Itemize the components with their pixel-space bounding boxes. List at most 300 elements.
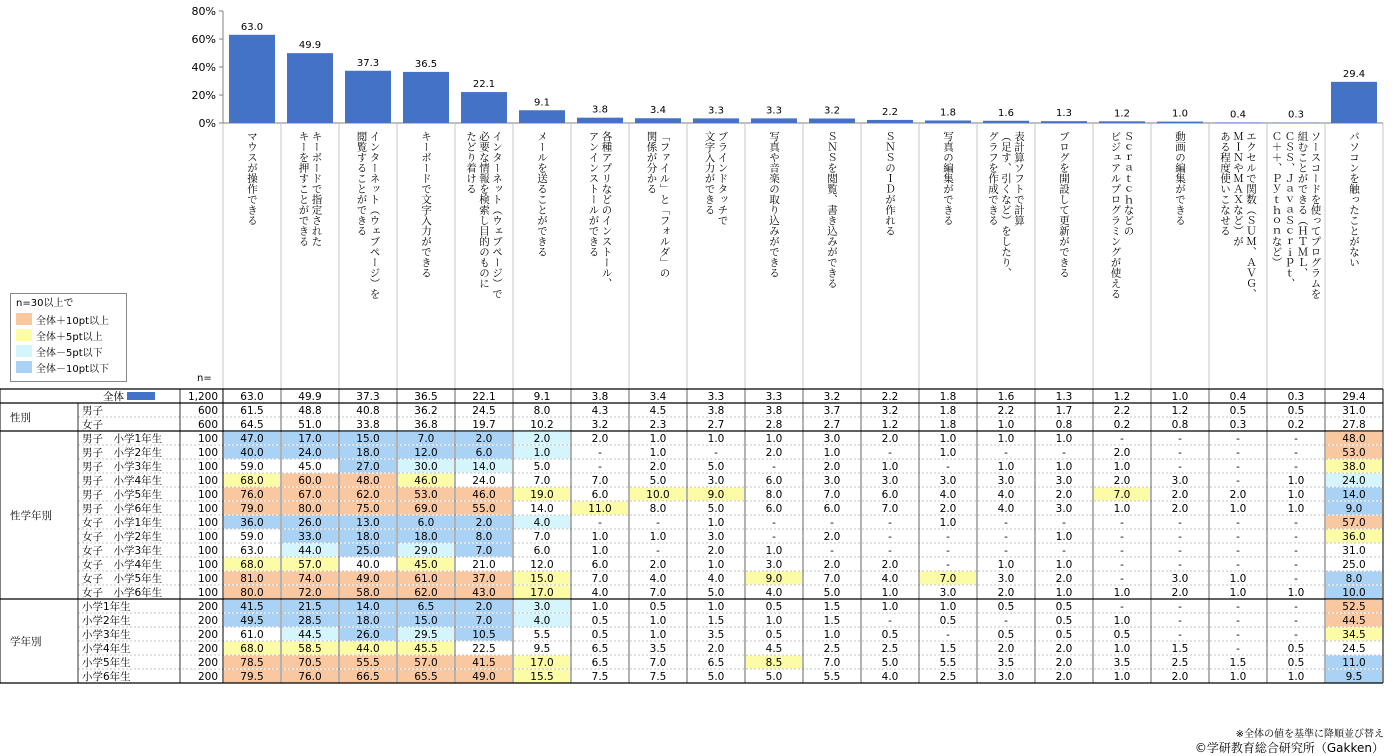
row-cell: 18.0	[356, 531, 380, 543]
row-cell: 2.0	[765, 447, 783, 459]
row-n: 100	[197, 559, 218, 571]
row-cell: -	[1004, 531, 1008, 543]
row-cell: 0.8	[1055, 419, 1073, 431]
row-cell: 2.0	[1171, 587, 1189, 599]
row-cell: 49.0	[472, 671, 496, 683]
category-label	[1348, 131, 1360, 268]
category-label-line: ブラインドタッチで	[716, 131, 729, 226]
row-cell: 14.0	[356, 601, 380, 613]
row-cell: 25.0	[356, 545, 380, 557]
row-cell: 0.5	[1287, 657, 1305, 669]
category-label-line: Ｓｃｒａｔｃｈなどの	[1122, 131, 1135, 236]
row-cell: 3.7	[823, 405, 841, 417]
row-cell: 3.0	[823, 433, 841, 445]
row-cell: 1.0	[765, 545, 783, 557]
row-cell: 1.0	[765, 433, 783, 445]
row-cell: 1.0	[591, 545, 609, 557]
category-label-line: 「ファイル」と「フォルダ」の	[658, 131, 671, 278]
row-cell: 36.0	[240, 517, 264, 529]
row-cell: 62.0	[414, 587, 438, 599]
category-label	[246, 131, 258, 226]
row-cell: 6.5	[591, 657, 609, 669]
row-cell: 1.0	[1287, 503, 1305, 515]
legend	[10, 293, 127, 382]
bar-value-label: 3.3	[708, 105, 724, 117]
row-cell: 4.3	[591, 405, 609, 417]
row-cell: 51.0	[298, 419, 322, 431]
group-label: 性学年別	[10, 510, 52, 522]
row-label: 男子 小学2年生	[82, 447, 163, 459]
bar-value-label: 1.8	[940, 107, 956, 119]
row-cell: -	[946, 531, 950, 543]
row-cell: 2.0	[1171, 671, 1189, 683]
row-cell: 53.0	[414, 489, 438, 501]
row-cell: -	[1120, 573, 1124, 585]
category-label	[987, 130, 1025, 278]
category-label-line: ブログを開設して更新ができる	[1058, 131, 1070, 278]
row-cell: 2.0	[1113, 475, 1131, 487]
row-cell: 2.0	[533, 433, 551, 445]
row-cell: 4.0	[997, 503, 1015, 515]
row-cell: 5.5	[533, 629, 551, 641]
bar-value-label: 22.1	[472, 79, 496, 91]
row-cell: 17.0	[298, 433, 322, 445]
row-cell: -	[1294, 531, 1298, 543]
row-cell: 5.0	[823, 587, 841, 599]
total-row-cell: 2.2	[881, 391, 899, 403]
row-cell: 7.0	[533, 475, 551, 487]
row-cell: 24.0	[472, 475, 496, 487]
row-cell: 1.0	[1287, 671, 1305, 683]
row-cell: 3.0	[823, 475, 841, 487]
row-cell: 0.5	[1113, 629, 1131, 641]
row-cell: 62.0	[356, 489, 380, 501]
row-cell: 2.5	[939, 671, 957, 683]
legend-item-plus10	[16, 312, 126, 326]
row-cell: 1.0	[1113, 615, 1131, 627]
y-tick-label: 40%	[191, 61, 216, 74]
total-row-cell: 3.3	[707, 391, 725, 403]
row-n: 100	[197, 475, 218, 487]
row-cell: 79.5	[240, 671, 264, 683]
total-row-cell: 1.0	[1171, 391, 1189, 403]
row-label: 男子 小学1年生	[82, 433, 163, 445]
bar-value-label: 2.2	[882, 106, 898, 118]
row-cell: 1.5	[823, 615, 841, 627]
row-cell: 1.0	[1113, 643, 1131, 655]
row-cell: 81.0	[240, 573, 264, 585]
row-cell: 10.2	[530, 419, 554, 431]
category-label-line: 表計算ソフトで計算	[1013, 131, 1025, 226]
row-cell: 19.7	[472, 419, 496, 431]
row-cell: -	[830, 517, 834, 529]
row-cell: 36.0	[1342, 531, 1366, 543]
row-cell: 28.5	[298, 615, 322, 627]
category-label-line: メールを送ることができる	[536, 131, 548, 257]
row-cell: 6.5	[417, 601, 435, 613]
row-cell: 7.0	[823, 489, 841, 501]
row-cell: -	[1178, 461, 1182, 473]
row-cell: -	[1294, 517, 1298, 529]
total-row-cell: 29.4	[1342, 391, 1366, 403]
category-label-line: Ｃ＋＋、Ｐｙｔｈｏｎなど）	[1270, 131, 1283, 268]
row-cell: 3.0	[939, 587, 957, 599]
y-tick-label: 20%	[191, 89, 216, 102]
row-cell: -	[1236, 517, 1240, 529]
bar	[229, 35, 275, 123]
row-cell: 2.0	[1055, 657, 1073, 669]
y-tick-label: 60%	[191, 33, 216, 46]
row-cell: 80.0	[298, 503, 322, 515]
row-cell: 14.0	[1342, 489, 1366, 501]
bar	[1099, 121, 1145, 123]
row-cell: -	[1236, 461, 1240, 473]
row-cell: 3.0	[707, 475, 725, 487]
category-label-line: （足す、引くなど）をしたり、	[1000, 131, 1012, 278]
row-cell: 26.0	[356, 629, 380, 641]
row-cell: 68.0	[240, 475, 264, 487]
bar	[925, 120, 971, 123]
row-cell: 1.2	[1171, 405, 1189, 417]
row-cell: 1.0	[997, 419, 1015, 431]
category-label	[768, 131, 780, 278]
category-label-line: 文字入力ができる	[703, 131, 716, 215]
row-cell: 24.0	[1342, 475, 1366, 487]
row-cell: 72.0	[298, 587, 322, 599]
row-cell: 1.0	[1113, 671, 1131, 683]
row-n: 100	[197, 531, 218, 543]
row-cell: 1.0	[649, 433, 667, 445]
row-cell: 66.5	[356, 671, 380, 683]
bar	[1215, 122, 1261, 123]
row-cell: 59.0	[240, 461, 264, 473]
row-cell: 3.0	[997, 475, 1015, 487]
row-cell: 7.0	[881, 503, 899, 515]
row-cell: 1.0	[939, 433, 957, 445]
bar	[809, 119, 855, 123]
row-cell: 1.0	[533, 447, 551, 459]
row-cell: 2.2	[1113, 405, 1131, 417]
row-cell: 9.5	[533, 643, 551, 655]
row-label: 男子 小学6年生	[82, 503, 163, 515]
row-cell: 4.0	[591, 587, 609, 599]
row-cell: 7.0	[591, 573, 609, 585]
row-cell: 3.8	[765, 405, 783, 417]
row-cell: 1.0	[881, 601, 899, 613]
row-cell: 8.0	[1345, 573, 1363, 585]
row-cell: 6.0	[417, 517, 435, 529]
row-cell: 1.0	[649, 629, 667, 641]
row-cell: 3.5	[997, 657, 1015, 669]
row-cell: 3.0	[1171, 475, 1189, 487]
row-cell: 3.0	[939, 475, 957, 487]
row-cell: 9.5	[1345, 671, 1363, 683]
total-row-cell: 0.3	[1287, 391, 1305, 403]
row-cell: -	[1236, 615, 1240, 627]
row-cell: 0.3	[1229, 419, 1247, 431]
category-label-line: ＳＮＳを閲覧、書き込みができる	[826, 131, 838, 289]
row-cell: 2.0	[475, 601, 493, 613]
row-cell: 1.0	[1055, 531, 1073, 543]
row-cell: 5.0	[707, 461, 725, 473]
row-cell: 34.5	[1342, 629, 1366, 641]
bar-value-label: 3.3	[766, 105, 782, 117]
row-label: 男子 小学3年生	[82, 461, 163, 473]
row-cell: 15.0	[530, 573, 554, 585]
row-cell: 1.0	[939, 447, 957, 459]
row-cell: -	[888, 545, 892, 557]
total-row-n: 1,200	[187, 391, 218, 403]
legend-label-minus5: 全体－5pt以下	[36, 347, 103, 359]
row-cell: 7.0	[475, 545, 493, 557]
row-cell: 1.0	[649, 531, 667, 543]
row-cell: 1.0	[1287, 587, 1305, 599]
row-cell: 1.0	[881, 461, 899, 473]
category-label	[1219, 131, 1257, 299]
bar-value-label: 37.3	[356, 57, 380, 69]
row-cell: 1.0	[649, 615, 667, 627]
row-cell: -	[1294, 461, 1298, 473]
row-cell: 48.0	[1342, 433, 1366, 445]
row-cell: -	[1120, 559, 1124, 571]
row-n: 200	[197, 601, 218, 613]
row-cell: 3.0	[881, 475, 899, 487]
row-cell: 11.0	[588, 503, 612, 515]
row-cell: 1.0	[591, 601, 609, 613]
row-label: 小学3年生	[82, 629, 131, 641]
footnote: ※全体の値を基準に降順並び替え	[1235, 729, 1384, 740]
category-label	[1110, 131, 1135, 299]
category-label-line: ＳＮＳのＩＤが作れる	[884, 131, 896, 236]
row-cell: -	[1178, 629, 1182, 641]
row-cell: 2.0	[1055, 643, 1073, 655]
row-cell: 4.0	[939, 489, 957, 501]
total-row-cell: 37.3	[356, 391, 380, 403]
row-cell: 70.5	[298, 657, 322, 669]
total-row-cell: 3.4	[649, 391, 667, 403]
row-cell: 40.0	[356, 559, 380, 571]
row-cell: 36.8	[414, 419, 438, 431]
row-cell: 18.0	[414, 531, 438, 543]
row-cell: 5.5	[939, 657, 957, 669]
row-cell: 7.0	[823, 657, 841, 669]
row-cell: 57.0	[414, 657, 438, 669]
row-cell: 76.0	[240, 489, 264, 501]
row-cell: 33.8	[356, 419, 380, 431]
row-cell: 64.5	[240, 419, 264, 431]
row-cell: 60.0	[298, 475, 322, 487]
row-label: 小学6年生	[82, 671, 131, 683]
row-cell: 69.0	[414, 503, 438, 515]
row-cell: 59.0	[240, 531, 264, 543]
row-cell: 3.8	[707, 405, 725, 417]
row-cell: 25.0	[1342, 559, 1366, 571]
row-cell: 21.0	[472, 559, 496, 571]
row-cell: 2.0	[881, 559, 899, 571]
row-cell: 4.5	[765, 643, 783, 655]
row-n: 100	[197, 517, 218, 529]
row-cell: 1.0	[823, 629, 841, 641]
row-cell: 45.0	[414, 559, 438, 571]
row-cell: 1.0	[649, 447, 667, 459]
category-label-line: キーを押すことができる	[297, 131, 310, 247]
row-n: 200	[197, 671, 218, 683]
row-cell: 7.5	[591, 671, 609, 683]
row-cell: -	[1178, 615, 1182, 627]
row-n: 200	[197, 629, 218, 641]
row-cell: 78.5	[240, 657, 264, 669]
row-cell: 4.0	[765, 587, 783, 599]
row-cell: 0.5	[765, 629, 783, 641]
category-label-line: 写真や音楽の取り込みができる	[768, 131, 780, 278]
row-cell: 0.5	[765, 601, 783, 613]
row-cell: 55.0	[472, 503, 496, 515]
row-cell: 2.0	[1229, 489, 1247, 501]
total-row-cell: 9.1	[533, 391, 551, 403]
row-cell: 2.0	[1113, 447, 1131, 459]
category-label	[420, 131, 432, 278]
row-cell: 3.0	[1171, 573, 1189, 585]
legend-label-minus10: 全体－10pt以下	[36, 363, 109, 375]
row-n: 100	[197, 573, 218, 585]
row-label: 小学2年生	[82, 615, 131, 627]
row-label: 男子	[82, 405, 103, 417]
total-row-cell: 1.2	[1113, 391, 1131, 403]
group-label: 性別	[10, 412, 31, 424]
row-cell: 61.5	[240, 405, 264, 417]
row-n: 200	[197, 657, 218, 669]
row-cell: 49.5	[240, 615, 264, 627]
row-cell: 65.5	[414, 671, 438, 683]
row-cell: 24.5	[1342, 643, 1366, 655]
row-cell: 1.5	[939, 643, 957, 655]
row-cell: 2.5	[1171, 657, 1189, 669]
row-cell: 38.0	[1342, 461, 1366, 473]
row-n: 100	[197, 503, 218, 515]
row-cell: 7.0	[649, 657, 667, 669]
bar	[461, 92, 507, 123]
row-cell: 0.5	[1229, 405, 1247, 417]
row-cell: 1.0	[765, 615, 783, 627]
row-cell: 6.0	[591, 489, 609, 501]
category-label-line: 写真の編集ができる	[942, 131, 954, 226]
row-cell: -	[598, 461, 602, 473]
row-cell: 1.0	[591, 531, 609, 543]
row-cell: -	[1004, 545, 1008, 557]
row-cell: 6.0	[823, 503, 841, 515]
row-cell: 1.0	[997, 461, 1015, 473]
bar	[1041, 121, 1087, 123]
bar	[577, 118, 623, 123]
category-label-line: 閲覧することができる	[355, 131, 368, 236]
total-row-cell: 0.4	[1229, 391, 1247, 403]
legend-swatch-minus10	[16, 361, 32, 373]
row-cell: 4.0	[881, 573, 899, 585]
row-cell: -	[946, 559, 950, 571]
row-cell: 9.0	[707, 489, 725, 501]
bar-value-label: 1.6	[998, 107, 1014, 119]
category-label	[588, 130, 613, 288]
row-cell: 4.0	[649, 573, 667, 585]
row-cell: 58.5	[298, 643, 322, 655]
category-label-line: 組むことができる（ＨＴＭＬ、	[1296, 131, 1309, 278]
category-label-line: インターネット（ウェブページ）で	[491, 131, 503, 299]
row-cell: 79.0	[240, 503, 264, 515]
row-label: 小学5年生	[82, 657, 131, 669]
row-cell: -	[1236, 545, 1240, 557]
row-cell: 3.0	[1055, 475, 1073, 487]
row-cell: 58.0	[356, 587, 380, 599]
total-row-cell: 1.3	[1055, 391, 1073, 403]
bar	[519, 110, 565, 123]
row-n: 100	[197, 447, 218, 459]
row-cell: 3.2	[881, 405, 899, 417]
row-cell: 61.0	[414, 573, 438, 585]
row-cell: 14.0	[530, 503, 554, 515]
row-cell: -	[1120, 517, 1124, 529]
row-cell: -	[1062, 545, 1066, 557]
category-label	[465, 131, 503, 299]
category-label-line: キーボードで指定された	[310, 131, 323, 247]
n-header: n=	[197, 373, 212, 384]
row-cell: 1.0	[1055, 587, 1073, 599]
category-label	[942, 131, 954, 226]
row-cell: 0.5	[649, 601, 667, 613]
row-cell: 1.0	[997, 559, 1015, 571]
group-label: 学年別	[10, 636, 42, 648]
row-cell: 0.5	[1055, 615, 1073, 627]
row-cell: 45.0	[298, 461, 322, 473]
row-cell: 31.0	[1342, 545, 1366, 557]
row-cell: 30.0	[414, 461, 438, 473]
row-cell: -	[1120, 601, 1124, 613]
row-cell: -	[598, 447, 602, 459]
row-cell: 1.0	[1113, 461, 1131, 473]
bar-value-label: 0.3	[1288, 109, 1304, 121]
row-cell: 2.0	[997, 643, 1015, 655]
row-cell: 7.0	[823, 573, 841, 585]
row-cell: -	[1236, 643, 1240, 655]
row-cell: -	[772, 461, 776, 473]
row-cell: 7.5	[649, 671, 667, 683]
total-row-cell: 1.8	[939, 391, 957, 403]
row-cell: 3.0	[997, 671, 1015, 683]
category-label-line: 各種アプリなどのインストール、	[600, 131, 613, 289]
row-cell: -	[946, 629, 950, 641]
row-cell: 13.0	[356, 517, 380, 529]
total-row-cell: 3.3	[765, 391, 783, 403]
row-label: 女子 小学1年生	[82, 517, 163, 529]
row-cell: 2.3	[649, 419, 667, 431]
row-cell: 10.5	[472, 629, 496, 641]
row-cell: 15.0	[356, 433, 380, 445]
row-cell: 74.0	[298, 573, 322, 585]
row-cell: 1.0	[1229, 587, 1247, 599]
row-cell: 1.0	[1055, 559, 1073, 571]
row-cell: 2.0	[823, 559, 841, 571]
row-cell: 1.0	[707, 517, 725, 529]
row-cell: 48.8	[298, 405, 322, 417]
category-label-line: ソースコードを使ってプログラムを	[1309, 131, 1322, 299]
row-cell: -	[1236, 629, 1240, 641]
row-cell: 1.0	[881, 587, 899, 599]
bar-value-label: 29.4	[1342, 68, 1366, 80]
total-row-cell: 49.9	[298, 391, 322, 403]
row-cell: -	[1004, 615, 1008, 627]
row-label: 女子	[82, 419, 103, 431]
row-cell: 0.5	[939, 615, 957, 627]
category-label-line: 関係が分かる	[645, 131, 658, 194]
